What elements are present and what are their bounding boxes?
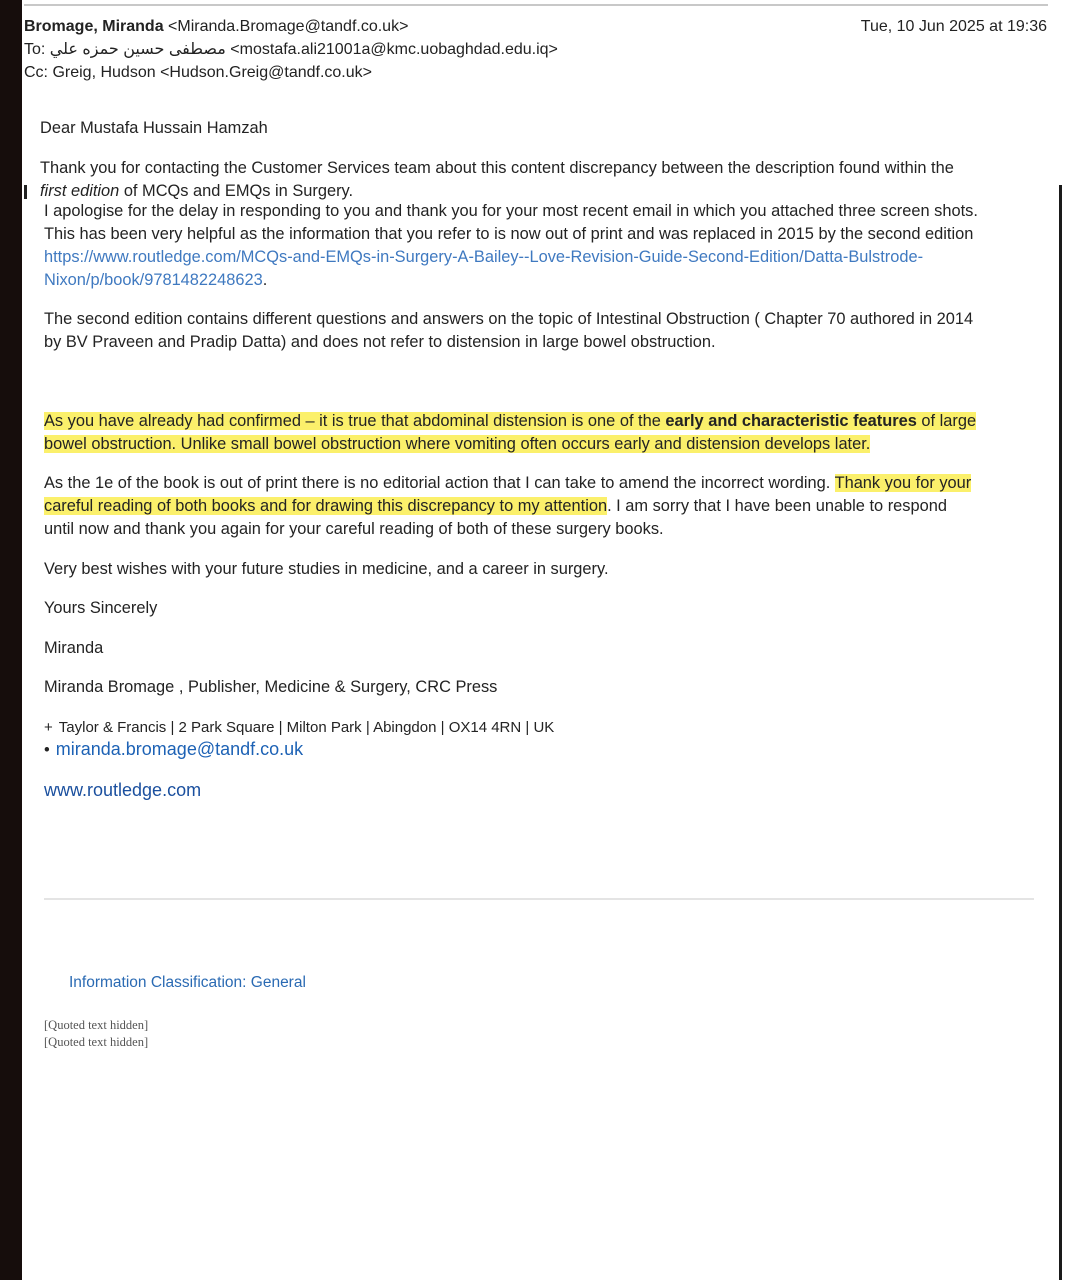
sig-email-line (44, 738, 303, 762)
recipient-email[interactable]: <mostafa.ali21001a@kmc.uobaghdad.edu.iq> (230, 41, 558, 58)
plus-bullet-icon: + (44, 719, 53, 736)
paragraph-2-line-1: I apologise for the delay in responding to you and thank you for your most recent email in which you attached three screen shots. (44, 202, 978, 220)
paragraph-5-line-3: until now and thank you again for your careful reading of both of these surgery books. (44, 520, 664, 538)
left-edge-tick (24, 185, 27, 199)
sender-name: Bromage, Miranda (24, 18, 164, 35)
to-label: To: (24, 41, 46, 58)
paragraph-1-rest: of MCQs and EMQs in Surgery. (119, 182, 354, 200)
website-line (44, 779, 201, 803)
to-line (24, 39, 558, 61)
link-period: . (262, 271, 268, 289)
highlight-4b: of large (916, 412, 977, 430)
highlight-bold-features: early and characteristic features (665, 412, 917, 430)
right-edge-rule (1059, 185, 1062, 1280)
highlight-4c: bowel obstruction. Unlike small bowel obstruction where vomiting often occurs early and distension develops later. (44, 435, 871, 453)
paragraph-5a: As the 1e of the book is out of print there is no editorial action that I can take to amend the incorrect wording. (44, 474, 835, 492)
signature-name: Miranda (44, 639, 104, 657)
paragraph-5-line-1 (44, 472, 971, 495)
sender-email[interactable]: <Miranda.Bromage@tandf.co.uk> (168, 18, 409, 35)
address-line (44, 716, 554, 739)
cc-recipient[interactable]: Greig, Hudson <Hudson.Greig@tandf.co.uk> (52, 64, 372, 81)
paragraph-4-line-2 (44, 433, 870, 456)
recipient-name: مصطفى حسين حمزه علي (49, 41, 226, 58)
paragraph-3-line-2: by BV Praveen and Pradip Datta) and does not refer to distension in large bowel obstruction. (44, 333, 716, 351)
footer-divider (44, 898, 1034, 900)
quoted-text-toggle-2[interactable]: [Quoted text hidden] (44, 1035, 149, 1049)
from-line (24, 16, 408, 38)
book-link-line-2[interactable]: Nixon/p/book/9781482248623 (44, 271, 263, 289)
book-link-line-1[interactable]: https://www.routledge.com/MCQs-and-EMQs-in-Surgery-A-Bailey--Love-Revision-Guide-Second-Edition/Datta-Bulstrode- (44, 248, 924, 266)
paragraph-3-line-1: The second edition contains different questions and answers on the topic of Intestinal Obstruction ( Chapter 70 authored in 2014 (44, 310, 974, 328)
cc-label: Cc: (24, 64, 48, 81)
left-edge-bar (0, 0, 22, 1280)
highlight-5a: Thank you for your (834, 474, 972, 492)
quoted-text-toggle-1[interactable]: [Quoted text hidden] (44, 1018, 149, 1032)
paragraph-4-line-1 (44, 410, 976, 433)
bullet-dot-icon: • (44, 741, 50, 759)
message-date: Tue, 10 Jun 2025 at 19:36 (860, 18, 1047, 35)
book-link-line-2-wrap (44, 269, 267, 292)
address: Taylor & Francis | 2 Park Square | Milton Park | Abingdon | OX14 4RN | UK (58, 719, 555, 736)
signature-email-link[interactable]: miranda.bromage@tandf.co.uk (55, 739, 304, 759)
first-edition-italic: first edition (40, 182, 120, 200)
highlight-5b: careful reading of both books and for drawing this discrepancy to my attention (44, 497, 608, 515)
signature-title: Miranda Bromage , Publisher, Medicine & Surgery, CRC Press (44, 678, 498, 696)
paragraph-6: Very best wishes with your future studies in medicine, and a career in surgery. (44, 560, 609, 578)
cc-line (24, 62, 372, 84)
website-link[interactable]: www.routledge.com (44, 780, 202, 800)
paragraph-5-line-2 (44, 495, 947, 518)
greeting: Dear Mustafa Hussain Hamzah (40, 119, 268, 137)
paragraph-5b: . I am sorry that I have been unable to respond (607, 497, 947, 515)
paragraph-2-line-2: This has been very helpful as the information that you refer to is now out of print and was replaced in 2015 by the second edition (44, 225, 974, 243)
top-divider (24, 4, 1048, 6)
highlight-4a: As you have already had confirmed – it is true that abdominal distension is one of the (44, 412, 666, 430)
closing: Yours Sincerely (44, 599, 158, 617)
paragraph-1-line-1: Thank you for contacting the Customer Services team about this content discrepancy between the description found within the (40, 159, 954, 177)
classification-label: Information Classification: General (69, 974, 306, 991)
